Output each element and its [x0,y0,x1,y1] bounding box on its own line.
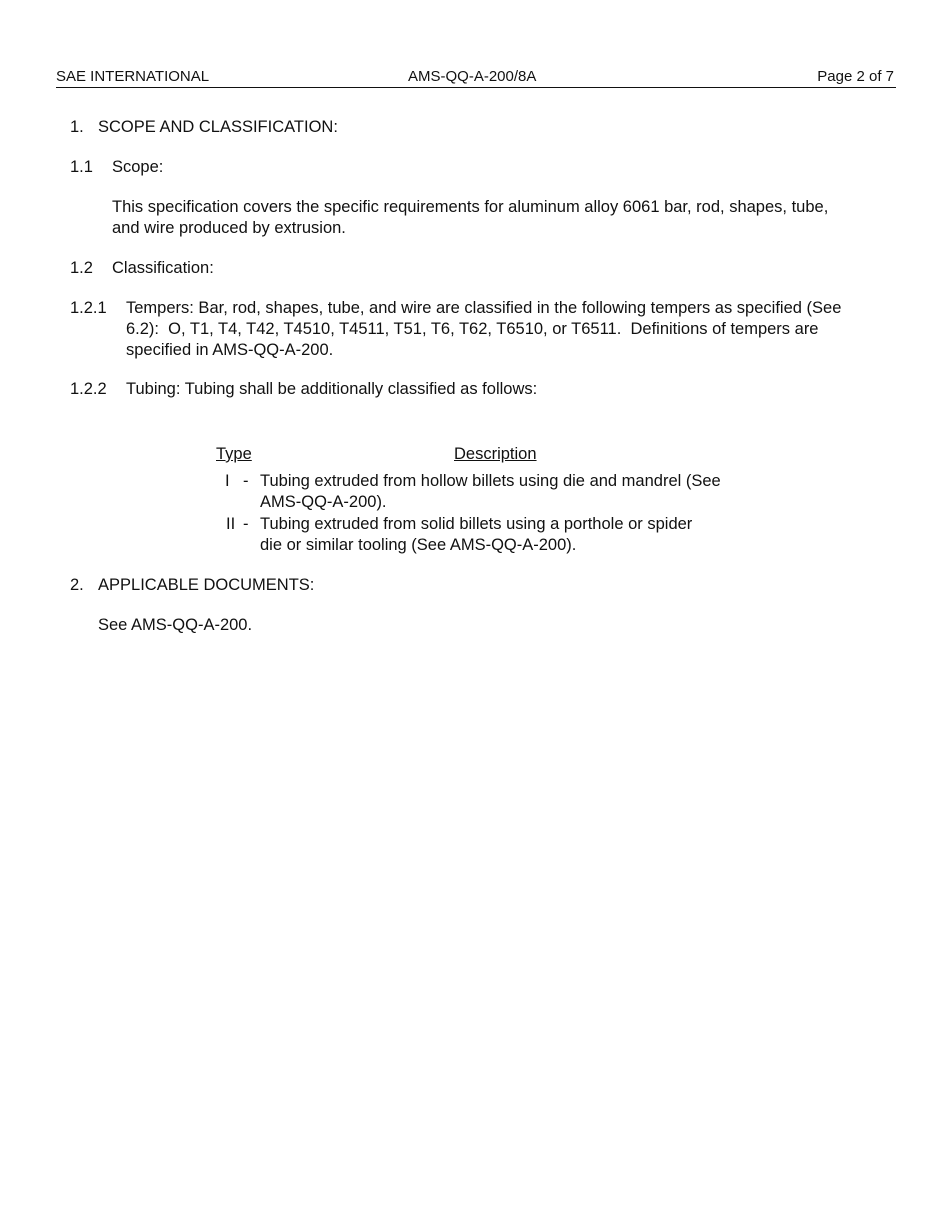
section-1-number: 1. [70,118,84,136]
section-2-title: APPLICABLE DOCUMENTS: [98,576,315,594]
section-1-title: SCOPE AND CLASSIFICATION: [98,118,338,136]
section-1-1-body [112,197,828,239]
row-type: II [226,515,236,533]
row-description-line-1: Tubing extruded from solid billets using a porthole or spider [260,515,693,533]
section-1-1-line-1: This specification covers the specific requirements for aluminum alloy 6061 bar, rod, shapes, tube, [112,198,829,216]
section-1-2-number: 1.2 [70,259,93,277]
section-1-2-1-line-3: specified in AMS-QQ-A-200. [126,341,334,359]
page-header [56,66,896,88]
section-1-2-1-number: 1.2.1 [70,299,107,317]
section-2-body [98,615,252,636]
section-1-1-number: 1.1 [70,158,93,176]
section-1-2-2-number: 1.2.2 [70,380,107,398]
section-1-2-1-line-2: 6.2): O, T1, T4, T42, T4510, T4511, T51, T6, T62, T6510, or T6511. Definitions of tempers are [126,320,819,338]
column-header-type: Type [216,445,252,463]
header-document-number: AMS-QQ-A-200/8A [408,68,537,85]
row-dash: - [243,472,249,490]
row-dash: - [243,515,249,533]
row-description-line-2: AMS-QQ-A-200). [260,493,387,511]
header-page-number: Page 2 of 7 [817,68,894,85]
section-1-1-title: Scope: [112,158,164,176]
row-description-line-1: Tubing extruded from hollow billets using die and mandrel (See [260,472,721,490]
section-2-text: See AMS-QQ-A-200. [98,616,253,634]
section-2-number: 2. [70,576,84,594]
section-1-1-line-2: and wire produced by extrusion. [112,219,346,237]
row-type: I [225,472,230,490]
section-1-2-title: Classification: [112,259,214,277]
section-1-2-2-text: Tubing: Tubing shall be additionally classified as follows: [126,380,538,398]
row-description-line-2: die or similar tooling (See AMS-QQ-A-200). [260,536,577,554]
section-1-2-1-line-1: Tempers: Bar, rod, shapes, tube, and wire are classified in the following tempers as specified (See [126,299,842,317]
column-header-description: Description [454,445,537,463]
header-organization: SAE INTERNATIONAL [56,68,210,85]
